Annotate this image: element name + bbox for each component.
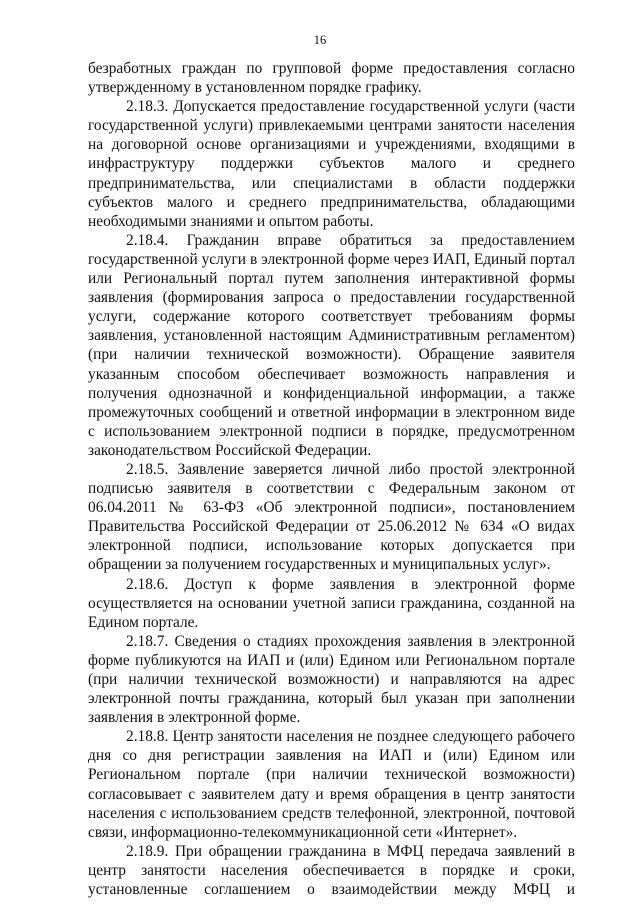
paragraph-2-18-9: 2.18.9. При обращении гражданина в МФЦ передача заявлений в центр занятости населения обеспечивается в порядке и сроки, установленные соглашением о взаимодействии между МФЦ и (88, 842, 575, 899)
paragraph-2-18-8: 2.18.8. Центр занятости населения не позднее следующего рабочего дня со дня регистрации заявления на ИАП и (или) Едином или Региональном портале (при наличии технической возможности) согласовывает с заявителем дату и время обращения в центр занятости населения с использованием средств телефонной, электронной, почтовой связи, информационно-телекоммуникационной сети «Интернет». (88, 728, 575, 841)
paragraph-2-18-6: 2.18.6. Доступ к форме заявления в электронной форме осуществляется на основании учетной записи гражданина, созданной на Едином портале. (88, 575, 575, 631)
paragraph-2-18-7: 2.18.7. Сведения о стадиях прохождения заявления в электронной форме публикуются на ИАП и (или) Едином или Региональном портале (при наличии технической возможности) и направляются на адрес электронной почты гражданина, который был указан при заполнении заявления в электронной форме. (88, 632, 575, 727)
page-number: 16 (313, 33, 327, 47)
paragraph-continuation: безработных граждан по групповой форме предоставления согласно утвержденному в установленном порядке графику. (88, 60, 575, 97)
paragraph-2-18-3: 2.18.3. Допускается предоставление государственной услуги (части государственной услуги) привлекаемыми центрами занятости населения на договорной основе организациями и учреждениями, входящими в инфраструктуру поддержки субъектов малого и среднего предпринимательства, или специалистами в области поддержки субъектов малого и среднего предпринимательства, обладающими необходимыми знаниями и опытом работы. (88, 98, 575, 230)
paragraph-2-18-5: 2.18.5. Заявление заверяется личной либо простой электронной подписью заявителя в соответствии с Федеральным законом от 06.04.2011 № 63-ФЗ «Об электронной подписи», постановлением Правительства Российской Федерации от 25.06.2012 № 634 «О видах электронной подписи, использование которых допускается при обращении за получением государственных и муниципальных услуг». (88, 460, 575, 574)
paragraph-2-18-4: 2.18.4. Гражданин вправе обратиться за предоставлением государственной услуги в электронной форме через ИАП, Единый портал или Региональный портал путем заполнения интерактивной формы заявления (формирования запроса о предоставлении государственной услуги, содержание которого соответствует требованиям формы заявления, установленной настоящим Административным регламентом) (при наличии технической возможности). Обращение заявителя указанным способом обеспечивает возможность направления и получения однозначной и конфиденциальной информации, а также промежуточных сообщений и ответной информации в электронном виде с использованием электронной подписи в порядке, предусмотренном законодательством Российской Федерации. (88, 231, 575, 459)
document-body (88, 59, 575, 899)
